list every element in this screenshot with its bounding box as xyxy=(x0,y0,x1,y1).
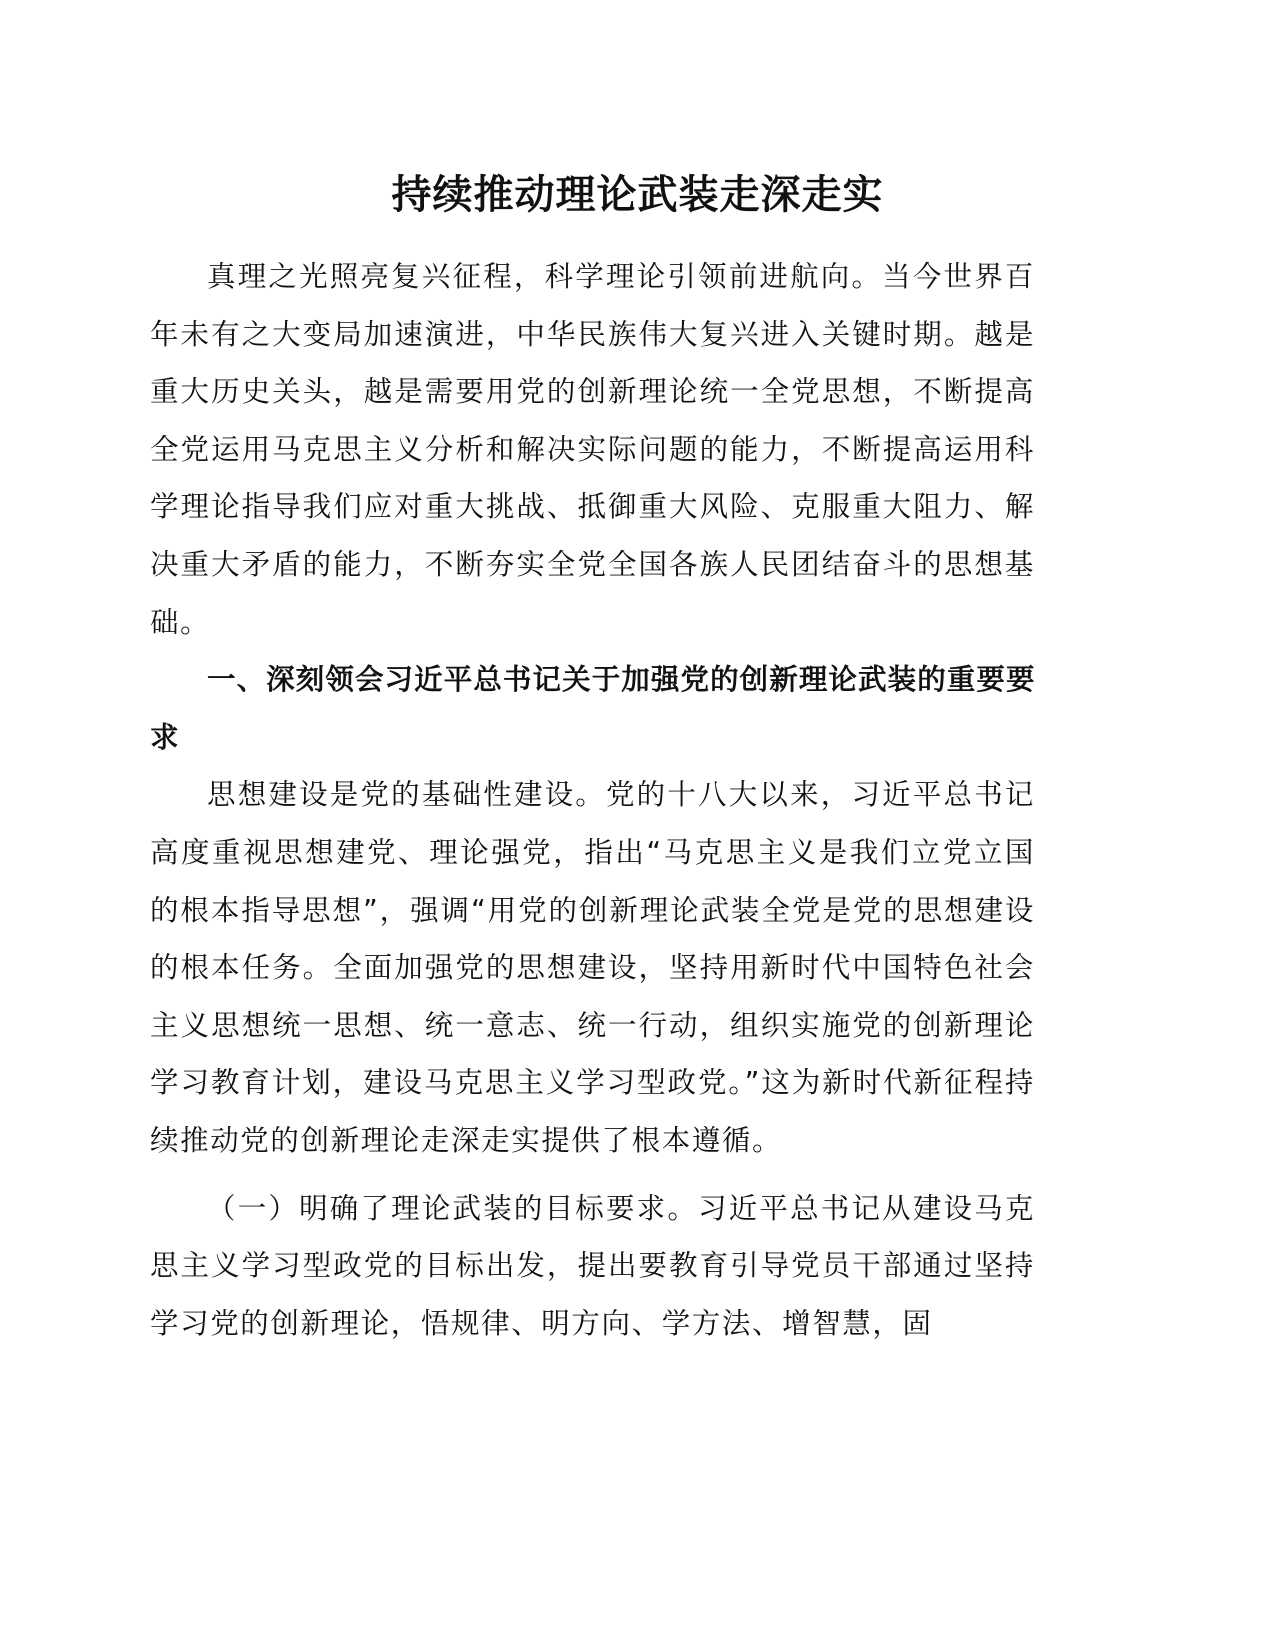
subsection-1-paragraph: （一）明确了理论武装的目标要求。习近平总书记从建设马克思主义学习型政党的目标出发，提出要教育引导党员干部通过坚持学习党的创新理论，悟规律、明方向、学方法、增智慧，固 xyxy=(150,1191,1035,1340)
page-title: 持续推动理论武装走深走实 xyxy=(391,171,884,218)
document-body xyxy=(150,248,1035,1352)
intro-paragraph: 真理之光照亮复兴征程，科学理论引领前进航向。当今世界百年未有之大变局加速演进，中华民族伟大复兴进入关键时期。越是重大历史关头，越是需要用党的创新理论统一全党思想，不断提高全党运用马克思主义分析和解决实际问题的能力，不断提高运用科学理论指导我们应对重大挑战、抵御重大风险、克服重大阻力、解决重大矛盾的能力，不断夯实全党全国各族人民团结奋斗的思想基础。 xyxy=(150,260,1035,639)
section-heading-1: 一、深刻领会习近平总书记关于加强党的创新理论武装的重要要求 xyxy=(150,663,1035,754)
section-1-paragraph: 思想建设是党的基础性建设。党的十八大以来，习近平总书记高度重视思想建党、理论强党，指出“马克思主义是我们立党立国的根本指导思想”，强调“用党的创新理论武装全党是党的思想建设的根本任务。全面加强党的思想建设，坚持用新时代中国特色社会主义思想统一思想、统一意志、统一行动，组织实施党的创新理论学习教育计划，建设马克思主义学习型政党。”这为新时代新征程持续推动党的创新理论走深走实提供了根本遵循。 xyxy=(150,778,1035,1157)
